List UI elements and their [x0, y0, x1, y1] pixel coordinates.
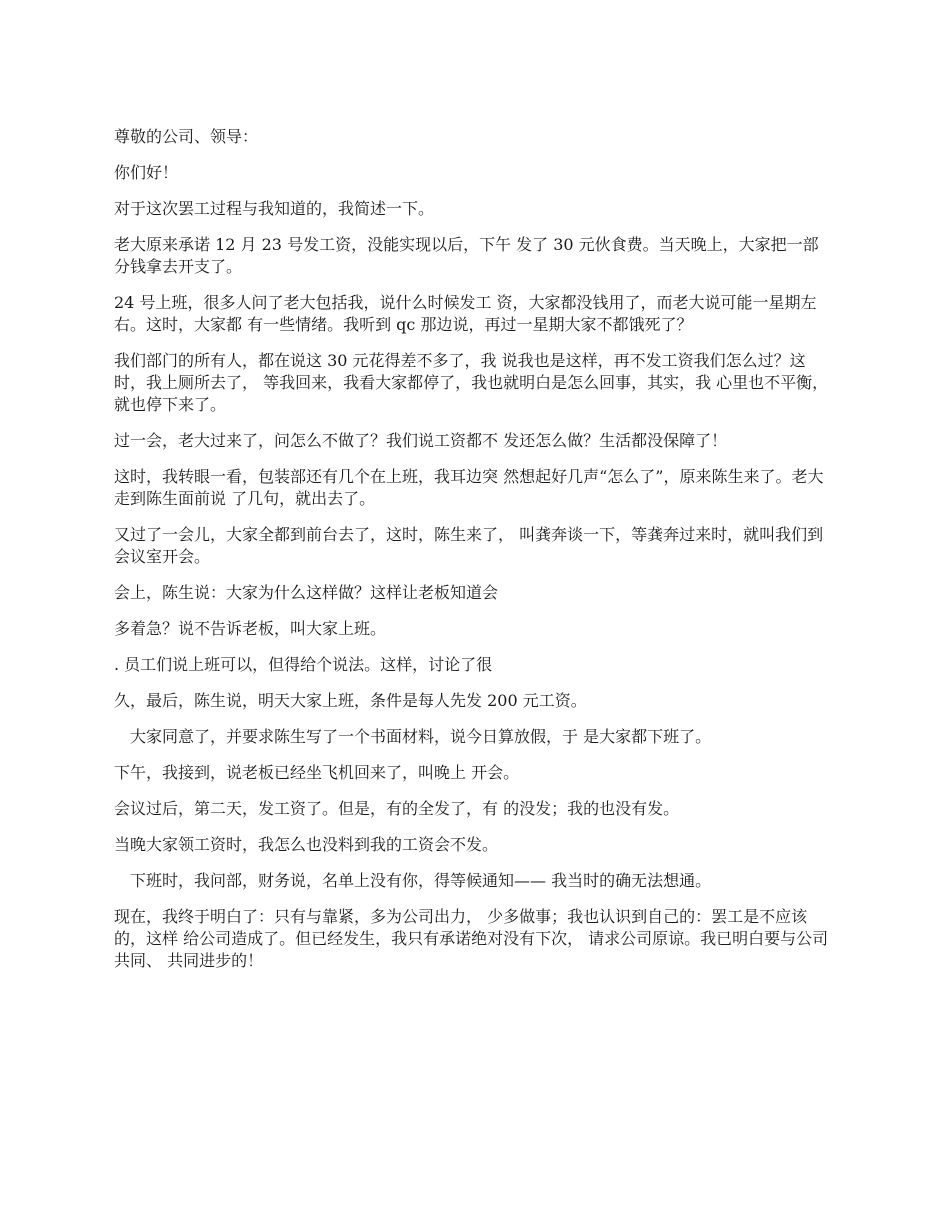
paragraph: 下班时，我问部，财务说，名单上没有你，得等候通知—— 我当时的确无法想通。: [130, 871, 712, 890]
closing-paragraph: 现在，我终于明白了：只有与靠紧，多为公司出力， 少多做事；我也认识到自己的：罢工是不应该的，这样 给公司造成了。但已经发生，我只有承诺绝对没有下次， 请求公司原谅。我已明白要与公司共同、 共同进步的！: [114, 907, 829, 970]
paragraph: 老大原来承诺 12 月 23 号发工资，没能实现以后，下午 发了 30 元伙食费。当天晚上，大家把一部分钱拿去开支了。: [114, 235, 819, 276]
paragraph: 会议过后，第二天，发工资了。但是，有的全发了，有 的没发；我的也没有发。: [114, 799, 680, 818]
paragraph: 这时，我转眼一看，包装部还有几个在上班，我耳边突 然想起好几声“怎么了”，原来陈生来了。老大走到陈生面前说 了几句，就出去了。: [114, 467, 824, 508]
paragraph: 会上，陈生说：大家为什么这样做？这样让老板知道会: [114, 583, 499, 602]
paragraph: 久，最后，陈生说，明天大家上班，条件是每人先发 200 元工资。: [114, 691, 587, 710]
paragraph: 多着急？说不告诉老板，叫大家上班。: [114, 619, 387, 638]
salutation: 尊敬的公司、领导：: [114, 127, 259, 146]
paragraph: 大家同意了，并要求陈生写了一个书面材料，说今日算放假，于 是大家都下班了。: [130, 727, 712, 746]
paragraph: 24 号上班，很多人问了老大包括我，说什么时候发工 资，大家都没钱用了，而老大说可能一星期左右。这时，大家都 有一些情绪。我听到 qc 那边说，再过一星期大家不都饿死了？: [114, 293, 817, 334]
paragraph: 对于这次罢工过程与我知道的，我简述一下。: [114, 199, 435, 218]
paragraph: 又过了一会儿，大家全都到前台去了，这时，陈生来了， 叫龚奔谈一下，等龚奔过来时，就叫我们到会议室开会。: [114, 525, 824, 566]
document-body: [114, 126, 834, 986]
paragraph: . 员工们说上班可以，但得给个说法。这样，讨论了很: [114, 655, 493, 674]
paragraph: 我们部门的所有人，都在说这 30 元花得差不多了，我 说我也是这样，再不发工资我们怎么过？这时，我上厕所去了， 等我回来，我看大家都停了，我也就明白是怎么回事，其实，我 心里也不平衡，就也停下来了。: [114, 351, 829, 414]
paragraph: 下午，我接到，说老板已经坐飞机回来了，叫晚上 开会。: [114, 763, 520, 782]
paragraph: 过一会，老大过来了，问怎么不做了？我们说工资都不 发还怎么做？生活都没保障了！: [114, 431, 728, 450]
greeting: 你们好！: [114, 163, 179, 182]
paragraph: 当晚大家领工资时，我怎么也没料到我的工资会不发。: [114, 835, 499, 854]
